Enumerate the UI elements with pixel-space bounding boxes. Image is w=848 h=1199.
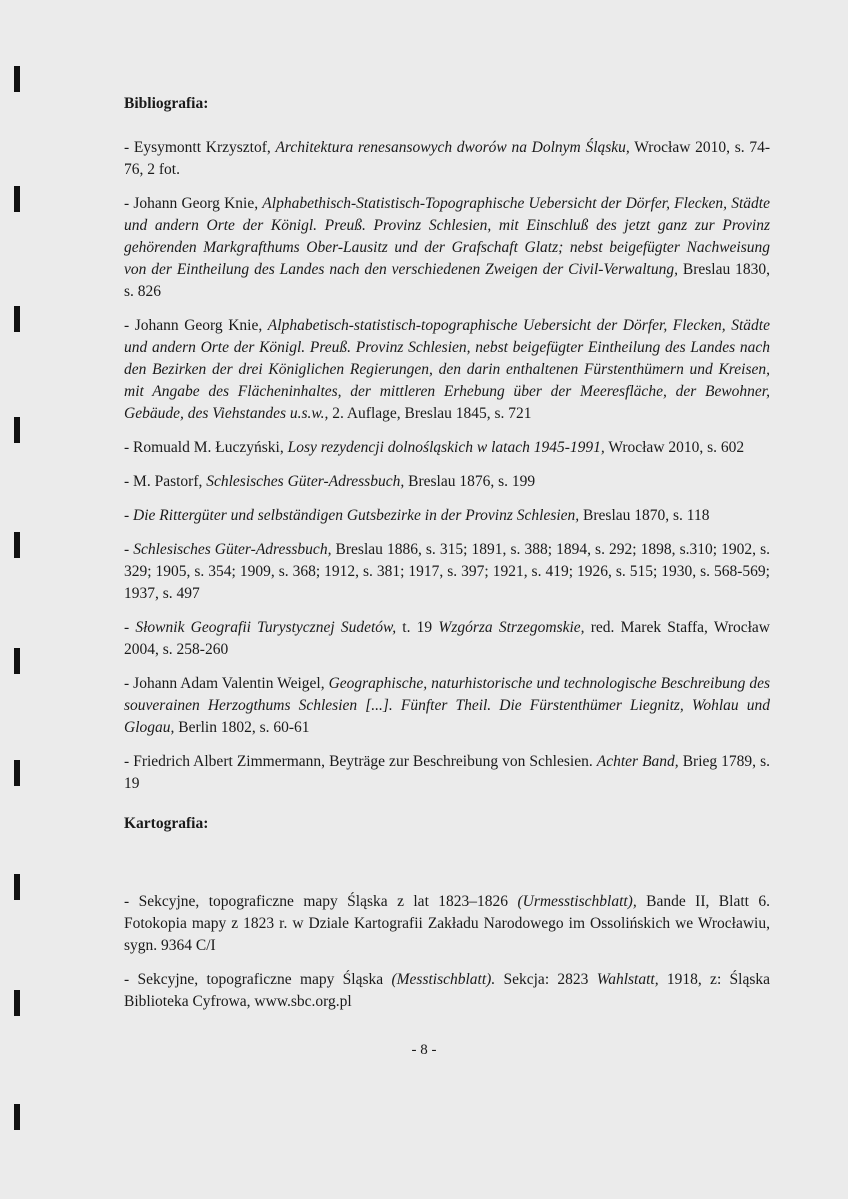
cartography-list [124, 891, 770, 1013]
entry-title-text: Losy rezydencji dolnośląskich w latach 1945-1991, [287, 439, 605, 456]
entry-title-text: Schlesisches Güter-Adressbuch, [133, 541, 332, 558]
scan-margin-mark [14, 1104, 20, 1130]
scan-margin-mark [14, 874, 20, 900]
entry-title-text: Geographische, naturhistorische und technologische Beschreibung des souverainen Herzogthums Schlesien [...]. Fünfter Theil. Die Fürstenthümer Liegnitz, Wohlau und Glogau, [124, 675, 770, 736]
entry-title-text: Achter Band, [596, 753, 679, 770]
entry-title-text: Architektura renesansowych dworów na Dolnym Śląsku, [275, 139, 630, 156]
entry-text: 2. Auflage, Breslau 1845, s. 721 [328, 405, 532, 422]
entry-text: Breslau 1830, s. 826 [124, 261, 770, 300]
entry-title-text: Wahlstatt, [596, 971, 659, 988]
entry-title-text: (Messtischblatt). [391, 971, 496, 988]
entry-text: - Sekcyjne, topograficzne mapy Śląska [124, 971, 392, 988]
entry-title-text: Wzgórza Strzegomskie, [438, 619, 585, 636]
bibliography-entry [124, 137, 770, 181]
scan-margin-mark [14, 532, 20, 558]
bibliography-entry [124, 315, 770, 425]
entry-title-text: (Urmesstischblatt), [517, 893, 637, 910]
entry-text: Brieg 1789, s. 19 [124, 753, 770, 792]
bibliography-entry [124, 617, 770, 661]
entry-title-text: Słownik Geografii Turystycznej Sudetów, [135, 619, 397, 636]
bibliography-entry [124, 751, 770, 795]
entry-text: - M. Pastorf, [124, 473, 207, 490]
entry-title-text: Alphabethisch-Statistisch-Topographische Uebersicht der Dörfer, Flecken, Städte und andern Orte der Königl. Preuß. Provinz Schlesien, mit Einschluß des jetzt ganz zur Provinz gehörenden Markgrafthums Ober-Lausitz und der Grafschaft Glatz; nebst beigefügter Nachweisung von der Eintheilung des Landes nach den verschiedenen Zweigen der Civil-Verwaltung, [124, 195, 770, 278]
bibliography-entry [124, 193, 770, 303]
section-heading-bibliografia: Bibliografia: [124, 95, 209, 112]
section-heading-kartografia: Kartografia: [124, 815, 209, 832]
scan-margin-mark [14, 306, 20, 332]
entry-text: Sekcja: 2823 [495, 971, 597, 988]
entry-title-text: Alphabetisch-statistisch-topographische Uebersicht der Dörfer, Flecken, Städte und andern Orte der Königl. Preuß. Provinz Schlesien, nebst beigefügter Eintheilung des Landes nach den Bezirken der drei Königlichen Regierungen, den darin enthaltenen Fürstenthümern und Kreisen, mit Angabe des Flächeninhaltes, der mittleren Erhebung über der Meeresfläche, der Bewohner, Gebäude, des Viehstandes u.s.w., [124, 317, 770, 422]
entry-text: Bande II, Blatt 6. Fotokopia mapy z 1823 r. w Dziale Kartografii Zakładu Narodowego im Ossolińskich we Wrocławiu, sygn. 9364 C/I [124, 893, 770, 954]
entry-text: - Friedrich Albert Zimmermann, Beyträge zur Beschreibung von Schlesien. [124, 753, 597, 770]
entry-text: red. Marek Staffa, Wrocław 2004, s. 258-260 [124, 619, 770, 658]
bibliography-entry [124, 673, 770, 739]
bibliography-entry [124, 539, 770, 605]
entry-title-text: Schlesisches Güter-Adressbuch, [206, 473, 405, 490]
bibliography-list [124, 137, 770, 795]
document-body [124, 93, 770, 1025]
entry-title-text: Die Rittergüter und selbständigen Gutsbezirke in der Provinz Schlesien, [133, 507, 580, 524]
entry-text: - Romuald M. Łuczyński, [124, 439, 288, 456]
scan-margin-mark [14, 760, 20, 786]
page-number: - 8 - [411, 1042, 437, 1058]
cartography-entry [124, 969, 770, 1013]
entry-text: Berlin 1802, s. 60-61 [174, 719, 310, 736]
scan-margin-mark [14, 417, 20, 443]
scan-margin-mark [14, 648, 20, 674]
entry-text: Wrocław 2010, s. 74-76, 2 fot. [124, 139, 771, 178]
bibliography-entry [124, 505, 770, 527]
entry-text: Breslau 1876, s. 199 [404, 473, 536, 490]
entry-text: t. 19 [396, 619, 439, 636]
entry-text: 1918, z: Śląska Biblioteka Cyfrowa, www.sbc.org.pl [124, 971, 771, 1010]
entry-text: - Sekcyjne, topograficzne mapy Śląska z lat 1823–1826 [124, 893, 518, 910]
entry-text: - Johann Georg Knie, [124, 317, 268, 334]
scan-margin-mark [14, 990, 20, 1016]
entry-text: - [124, 541, 134, 558]
entry-text: - Johann Georg Knie, [124, 195, 263, 212]
scan-margin-mark [14, 186, 20, 212]
entry-text: Breslau 1886, s. 315; 1891, s. 388; 1894, s. 292; 1898, s.310; 1902, s. 329; 1905, s. 354; 1909, s. 368; 1912, s. 381; 1917, s. 397; 1921, s. 419; 1926, s. 515; 1930, s. 568-569; 1937, s. 497 [124, 541, 771, 602]
bibliography-entry [124, 437, 770, 459]
entry-text: - [124, 507, 134, 524]
entry-text: Breslau 1870, s. 118 [579, 507, 710, 524]
entry-text: - [124, 619, 136, 636]
scan-margin-mark [14, 66, 20, 92]
bibliography-entry [124, 471, 770, 493]
entry-text: Wrocław 2010, s. 602 [604, 439, 745, 456]
entry-text: - Eysymontt Krzysztof, [124, 139, 276, 156]
entry-text: - Johann Adam Valentin Weigel, [124, 675, 329, 692]
cartography-entry [124, 891, 770, 957]
